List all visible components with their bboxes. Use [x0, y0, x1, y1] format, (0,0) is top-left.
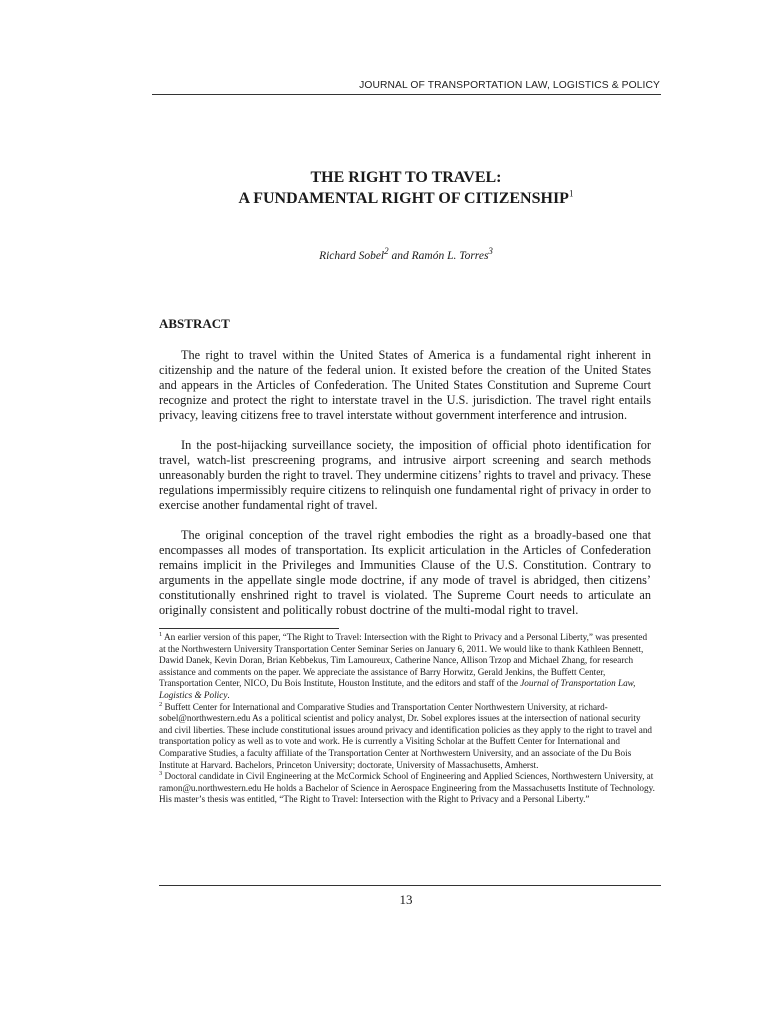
footnote-separator — [159, 628, 339, 629]
author-2: Ramón L. Torres — [411, 250, 489, 262]
footnote-2-text: Buffett Center for International and Comparative Studies and Transportation Center Northwestern University, at richard-sobel@northwestern.edu As a political scientist and policy analyst, Dr. Sobel explores issues at the intersection of national security and civil liberties. These include constitutional issues around privacy and identification policies as they apply to the right to travel and transportation policy as well as to vote and work. He is currently a Visiting Scholar at the Buffett Center for International and Comparative Studies, a faculty affiliate of the Transportation Center at Northwestern University, and an associate of the Du Bois Institute at Harvard. Bachelors, Princeton University; doctorate, University of Massachusetts, Amherst. — [159, 701, 653, 770]
header-rule — [152, 94, 661, 95]
footnotes — [159, 632, 655, 806]
footnote-1-tail: . — [227, 689, 230, 700]
footnote-2 — [159, 702, 655, 772]
abstract-paragraph-3: The original conception of the travel right embodies the right as a broadly-based one that encompasses all modes of transportation. Its explicit articulation in the Articles of Confederation remains implicit in the Privileges and Immunities Clause of the U.S. Constitution. Contrary to arguments in the appellate single mode doctrine, if any mode of travel is abridged, then citizens’ constitutionally enshrined right to travel is violated. The Supreme Court needs to articulate an originally consistent and politically robust doctrine of the multi-modal right to travel. — [159, 528, 651, 618]
title-line-1: THE RIGHT TO TRAVEL: — [310, 169, 502, 186]
footnote-1-text: An earlier version of this paper, “The Right to Travel: Intersection with the Right to Privacy and a Personal Liberty,” was presented at the Northwestern University Transportation Center Seminar Series on January 6, 2011. We would like to thank Kathleen Bennett, Dawid Danek, Kevin Doran, Brian Kebbekus, Tim Lamoureux, Catherine Nance, Allison Trzop and Michael Zhang, for research assistance and comments on the paper. We appreciate the assistance of Barry Horwitz, Gerald Jenkins, the Buffett Center, Transportation Center, NICO, Du Bois Institute, Houston Institute, and the editors and staff of the — [159, 632, 648, 689]
abstract-heading: ABSTRACT — [159, 316, 230, 331]
footnote-3 — [159, 771, 655, 806]
footnote-1 — [159, 632, 655, 702]
footnote-2-mark: 2 — [159, 700, 163, 708]
author-2-footnote-mark[interactable]: 3 — [488, 246, 493, 257]
footnote-3-mark: 3 — [159, 770, 163, 778]
footnote-1-journal-name: Journal of Transportation Law, Logistics & Policy — [159, 678, 636, 700]
author-line — [152, 246, 660, 262]
author-1: Richard Sobel — [319, 250, 385, 262]
author-1-footnote-mark[interactable]: 2 — [384, 246, 389, 257]
footer-rule — [159, 885, 661, 886]
title-line-2-text: A FUNDAMENTAL RIGHT OF CITIZENSHIP — [238, 190, 569, 207]
author-joiner: and — [388, 250, 412, 262]
abstract-paragraph-1: The right to travel within the United States of America is a fundamental right inherent in citizenship and the nature of the federal union. It existed before the creation of the United States and appears in the Articles of Confederation. The United States Constitution and Supreme Court recognize and protect the right to interstate travel in the U.S. jurisdiction. The travel right entails privacy, leaving citizens free to travel interstate without government interference and intrusion. — [159, 348, 651, 423]
footnote-3-text: Doctoral candidate in Civil Engineering at the McCormick School of Engineering and Applied Sciences, Northwestern University, at ramon@u.northwestern.edu He holds a Bachelor of Science in Aerospace Engineering from the Massachusetts Institute of Technology. His master’s thesis was entitled, “The Right to Travel: Intersection with the Right to Privacy and a Personal Liberty.” — [159, 771, 655, 805]
title-line-2 — [152, 188, 660, 209]
title-footnote-mark[interactable]: 1 — [568, 188, 574, 199]
running-head: JOURNAL OF TRANSPORTATION LAW, LOGISTICS & POLICY — [359, 80, 660, 91]
page-number: 13 — [399, 892, 413, 907]
footnote-1-mark: 1 — [159, 630, 163, 638]
abstract-paragraph-2: In the post-hijacking surveillance society, the imposition of official photo identification for travel, watch-list prescreening programs, and intrusive airport screening and search methods unreasonably burden the right to travel. They undermine citizens’ rights to travel and privacy. These regulations impermissibly require citizens to relinquish one fundamental right of privacy in order to exercise another fundamental right of travel. — [159, 438, 651, 513]
paper-title — [152, 167, 660, 209]
